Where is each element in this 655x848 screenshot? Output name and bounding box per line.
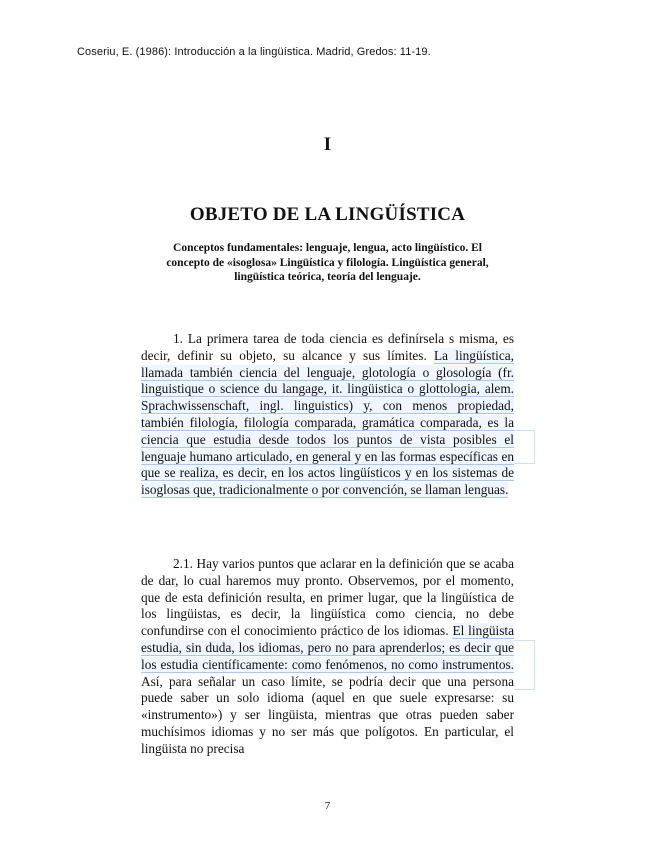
paragraph-1 (141, 331, 514, 499)
margin-highlight-mark (514, 640, 535, 690)
paragraph-2-text: 2.1. Hay varios puntos que aclarar en la definición que se acaba de dar, lo cual haremos muy pronto. Observemos, por el momento, que de esta definición resulta, en primer lugar, que la lingüística de los lingüistas, es decir, la lingüística como ciencia, no debe confundirse con el conocimiento práctico de los idiomas. (141, 556, 514, 639)
paragraph-2-continuation: Así, para señalar un caso límite, se podría decir que una persona puede saber un solo idioma (aquel en que suele expresarse: su «instrumento») y ser lingüista, mientras que otras pueden saber muchísimos idiomas y no ser más que polígotos. En particular, el lingüista no precisa (141, 673, 514, 756)
paragraph-2 (141, 556, 514, 758)
paragraph-1-highlight: La lingüística, llamada también ciencia del lenguaje, glotología o glosología (fr. linguistique o science du langage, it. lingüistica o glottologia, alem. Sprachwissenschaft, ingl. linguistics) y, con menos propiedad, también filología, filología comparada, gramática comparada, es la ciencia que estudia desde todos los puntos de vista posibles el lenguaje humano articulado, en general y en las formas específicas en que se realiza, es decir, en los actos lingüísticos y en los sistemas de isoglosas que, tradicionalmente o por convención, se llaman lenguas. (141, 347, 514, 498)
citation-header: Coseriu, E. (1986): Introducción a la lingüística. Madrid, Gredos: 11-19. (77, 46, 431, 58)
margin-highlight-mark (514, 430, 535, 464)
page-number: 7 (324, 800, 331, 812)
chapter-number: I (323, 134, 332, 155)
chapter-title: OBJETO DE LA LINGÜÍSTICA (189, 204, 466, 225)
paragraph-2-highlight: El lingüista estudia, sin duda, los idiomas, pero no para aprenderlos; es decir que los estudia científicamente: como fenómenos, no como instrumentos. (141, 623, 514, 672)
chapter-subtitle: Conceptos fundamentales: lenguaje, lengua, acto lingüístico. El concepto de «isoglosa» Lingüística y filología. Lingüística general, lingüística teórica, teoría del lenguaje. (166, 242, 489, 283)
paragraph-1-text: 1. La primera tarea de toda ciencia es definírsela s misma, es decir, definir su objeto, su alcance y sus límites. (141, 331, 514, 363)
